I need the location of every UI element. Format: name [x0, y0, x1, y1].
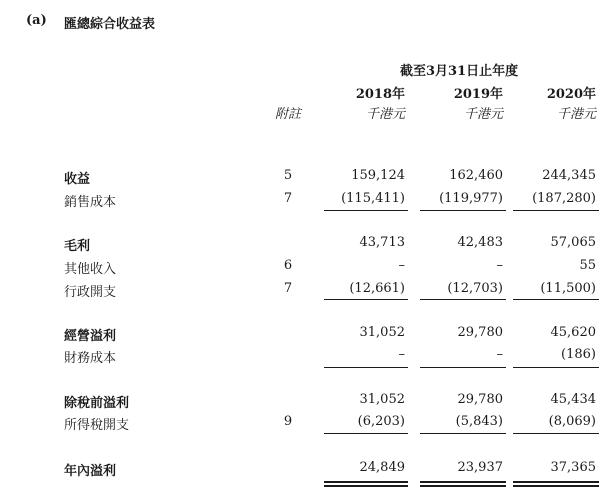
- row-label-finance-costs: 財務成本: [64, 351, 117, 366]
- row-label-operating-profit: 經營溢利: [64, 329, 117, 344]
- subtotal-rule: [324, 367, 408, 368]
- cell-operating-profit-2018: 31,052: [359, 325, 405, 340]
- total-double-rule: [513, 481, 599, 483]
- subtotal-rule: [513, 299, 599, 300]
- cell-income-tax-2020: (8,069): [548, 414, 596, 429]
- cell-profit-for-year-2020: 37,365: [550, 460, 596, 475]
- cell-income-tax-2019: (5,843): [455, 414, 503, 429]
- row-label-other-income: 其他收入: [64, 262, 117, 277]
- row-note-admin-expenses: 7: [283, 281, 293, 296]
- row-label-profit-for-year: 年內溢利: [64, 464, 117, 479]
- total-double-rule: [513, 485, 599, 487]
- cell-gross-profit-2019: 42,483: [457, 235, 503, 250]
- cell-gross-profit-2018: 43,713: [359, 235, 405, 250]
- subtotal-rule: [420, 299, 506, 300]
- row-note-other-income: 6: [283, 258, 293, 273]
- row-note-income-tax: 9: [283, 414, 293, 429]
- row-label-cost-of-sales: 銷售成本: [64, 195, 117, 210]
- subtotal-rule: [513, 367, 599, 368]
- cell-finance-costs-2018: –: [398, 347, 405, 362]
- cell-cost-of-sales-2020: (187,280): [532, 191, 596, 206]
- cell-admin-expenses-2019: (12,703): [447, 281, 503, 296]
- cell-revenue-2018: 159,124: [351, 168, 405, 183]
- total-double-rule: [324, 481, 408, 483]
- section-title: 匯總綜合收益表: [64, 17, 156, 32]
- subtotal-rule: [324, 210, 408, 211]
- subtotal-rule: [420, 433, 506, 434]
- note-column-header: 附註: [274, 107, 301, 122]
- cell-other-income-2018: –: [398, 258, 405, 273]
- cell-admin-expenses-2018: (12,661): [349, 281, 405, 296]
- section-marker: (a): [26, 13, 47, 28]
- cell-other-income-2019: –: [496, 258, 503, 273]
- cell-profit-for-year-2019: 23,937: [457, 460, 503, 475]
- year-header-2018: 2018年: [355, 87, 405, 102]
- row-label-income-tax: 所得稅開支: [64, 418, 130, 433]
- unit-2018: 千港元: [365, 107, 405, 122]
- cell-finance-costs-2019: –: [496, 347, 503, 362]
- cell-operating-profit-2019: 29,780: [457, 325, 503, 340]
- total-double-rule: [420, 481, 506, 483]
- subtotal-rule: [513, 210, 599, 211]
- year-header-2020: 2020年: [546, 87, 596, 102]
- row-note-revenue: 5: [283, 168, 293, 183]
- subtotal-rule: [324, 299, 408, 300]
- cell-revenue-2020: 244,345: [542, 168, 596, 183]
- cell-operating-profit-2020: 45,620: [550, 325, 596, 340]
- cell-cost-of-sales-2018: (115,411): [341, 191, 405, 206]
- row-label-gross-profit: 毛利: [64, 239, 91, 254]
- unit-2020: 千港元: [556, 107, 596, 122]
- row-label-revenue: 收益: [64, 172, 91, 187]
- total-double-rule: [324, 485, 408, 487]
- cell-gross-profit-2020: 57,065: [550, 235, 596, 250]
- cell-admin-expenses-2020: (11,500): [540, 281, 596, 296]
- year-header-2019: 2019年: [453, 87, 503, 102]
- subtotal-rule: [420, 367, 506, 368]
- total-double-rule: [420, 485, 506, 487]
- subtotal-rule: [513, 433, 599, 434]
- cell-cost-of-sales-2019: (119,977): [439, 191, 503, 206]
- cell-revenue-2019: 162,460: [449, 168, 503, 183]
- row-label-profit-before-tax: 除稅前溢利: [64, 396, 130, 411]
- cell-profit-before-tax-2019: 29,780: [457, 392, 503, 407]
- cell-profit-before-tax-2020: 45,434: [550, 392, 596, 407]
- cell-finance-costs-2020: (186): [561, 347, 596, 362]
- subtotal-rule: [324, 433, 408, 434]
- cell-income-tax-2018: (6,203): [357, 414, 405, 429]
- unit-2019: 千港元: [463, 107, 503, 122]
- cell-profit-before-tax-2018: 31,052: [359, 392, 405, 407]
- row-label-admin-expenses: 行政開支: [64, 285, 117, 300]
- cell-profit-for-year-2018: 24,849: [359, 460, 405, 475]
- row-note-cost-of-sales: 7: [283, 191, 293, 206]
- period-caption: 截至3月31日止年度: [400, 64, 519, 79]
- cell-other-income-2020: 55: [579, 258, 596, 273]
- subtotal-rule: [420, 210, 506, 211]
